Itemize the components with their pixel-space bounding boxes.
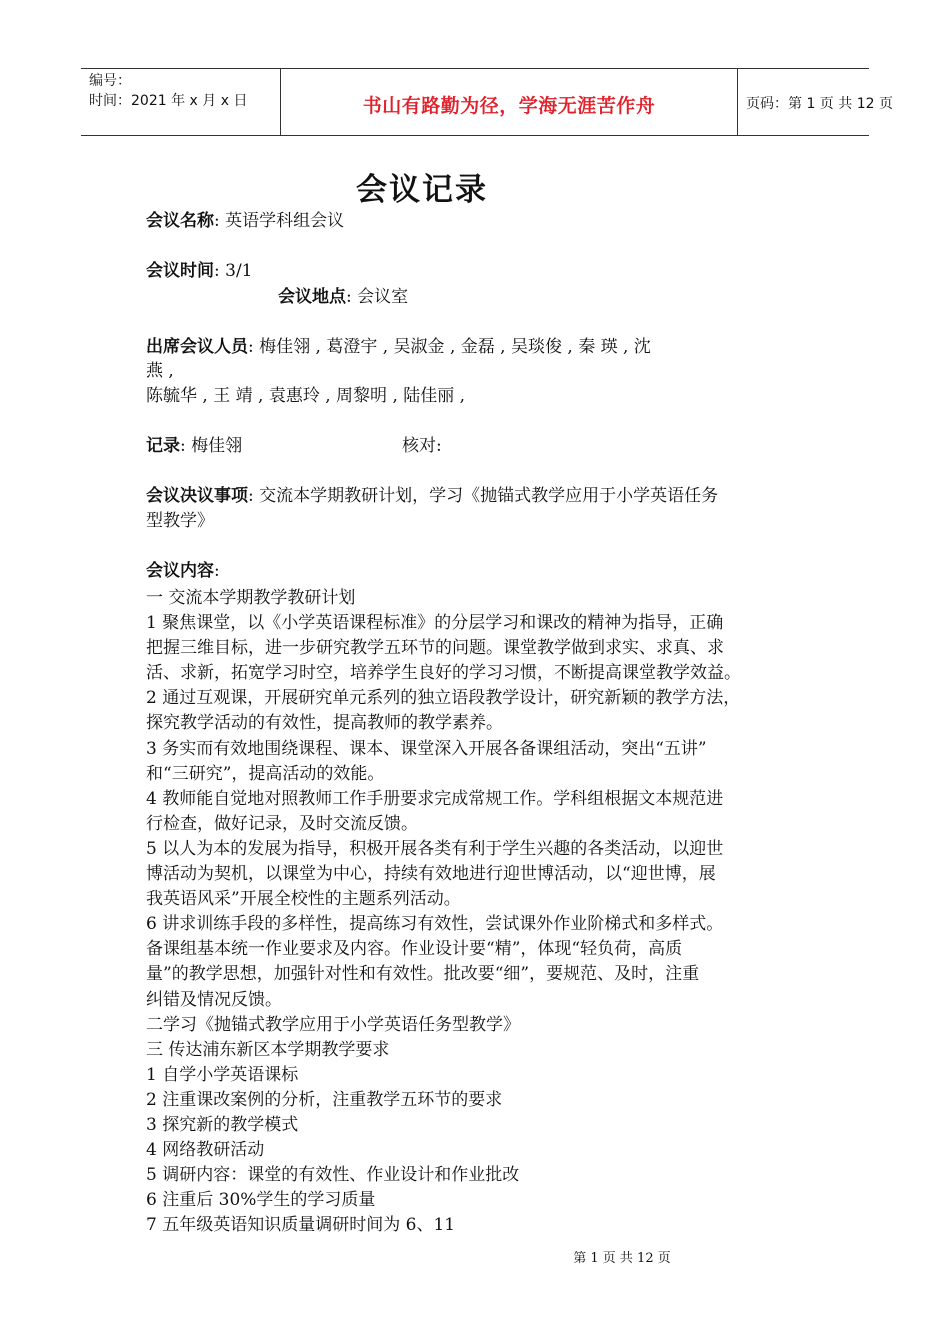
resolution-row — [146, 485, 718, 507]
content-line: 3 探究新的教学模式 — [146, 1114, 299, 1135]
page-header — [81, 68, 893, 136]
content-line: 备课组基本统一作业要求及内容。作业设计要“精”，体现“轻负荷，高质 — [146, 939, 683, 960]
content-line: 1 聚焦课堂，以《小学英语课程标准》的分层学习和课改的精神为指导，正确 — [146, 613, 724, 634]
content-line: 5 以人为本的发展为指导，积极开展各类有利于学生兴趣的各类活动，以迎世 — [146, 838, 724, 859]
content-line: 活、求新，拓宽学习时空，培养学生良好的学习习惯，不断提高课堂教学效益。 — [146, 663, 741, 684]
attendees-line-2: 燕 , — [146, 361, 174, 381]
content-line: 一 交流本学期教学教研计划 — [146, 588, 356, 608]
content-line: 行检查，做好记录，及时交流反馈。 — [146, 813, 418, 834]
content-line: 三 传达浦东新区本学期教学要求 — [146, 1039, 390, 1060]
resolution-line-2: 型教学》 — [146, 511, 214, 531]
content-line: 2 通过互观课，开展研究单元系列的独立语段教学设计，研究新颖的教学方法， — [146, 688, 741, 709]
content-line: 4 网络教研活动 — [146, 1140, 265, 1161]
content-label-suffix: : — [214, 561, 220, 581]
content-line: 5 调研内容：课堂的有效性、作业设计和作业批改 — [146, 1165, 520, 1186]
document-number-label: 编号： — [89, 73, 131, 89]
content-line: 把握三维目标，进一步研究教学五环节的问题。课堂教学做到求实、求真、求 — [146, 638, 724, 659]
attendees-line-1: : 梅佳翎 , 葛澄宇 , 吴淑金 , 金磊 , 吴琰俊 , 秦 瑛 , 沈 — [248, 337, 651, 357]
header-left-cell — [81, 69, 280, 137]
meeting-place-label: 会议地点 — [278, 287, 346, 307]
content-line: 纠错及情况反馈。 — [146, 989, 282, 1010]
content-line: 二学习《抛锚式教学应用于小学英语任务型教学》 — [146, 1014, 520, 1035]
header-motto: 书山有路勤为径，学海无涯苦作舟 — [362, 95, 656, 117]
content-line: 4 教师能自觉地对照教师工作手册要求完成常规工作。学科组根据文本规范进 — [146, 788, 724, 809]
recorder-row — [146, 435, 242, 457]
content-line: 7 五年级英语知识质量调研时间为 6、11 — [146, 1215, 456, 1236]
attendees-line-3: 陈毓华 , 王 靖 , 袁惠玲 , 周黎明 , 陆佳丽 , — [146, 386, 466, 406]
content-line: 3 务实而有效地围绕课程、课本、课堂深入开展各备课组活动，突出“五讲” — [146, 738, 707, 759]
meeting-time-label: 会议时间 — [146, 261, 214, 281]
meeting-time-value: : 3/1 — [214, 261, 253, 281]
content-body — [146, 586, 806, 1238]
resolution-label: 会议决议事项 — [146, 486, 248, 506]
document-date-label: 时间：2021 年 x 月 x 日 — [89, 93, 248, 109]
content-line: 博活动为契机，以课堂为中心，持续有效地进行迎世博活动，以“迎世博，展 — [146, 864, 716, 885]
recorder-value: : 梅佳翎 — [180, 436, 243, 456]
resolution-line-1: : 交流本学期教研计划，学习《抛锚式教学应用于小学英语任务 — [248, 486, 719, 506]
content-line: 探究教学活动的有效性，提高教师的教学素养。 — [146, 713, 503, 734]
check-label: 核对: — [402, 436, 442, 456]
content-line: 1 自学小学英语课标 — [146, 1064, 299, 1085]
attendees-row — [146, 336, 651, 358]
recorder-label: 记录 — [146, 436, 180, 456]
meeting-place-row — [278, 286, 408, 308]
header-right-cell — [738, 69, 893, 135]
meeting-place-value: : 会议室 — [346, 287, 409, 307]
content-line: 我英语风采”开展全校性的主题系列活动。 — [146, 889, 461, 910]
header-motto-cell — [280, 69, 738, 135]
meeting-name-value: : 英语学科组会议 — [214, 211, 345, 231]
attendees-label: 出席会议人员 — [146, 337, 248, 357]
content-heading — [146, 560, 220, 582]
content-line: 2 注重课改案例的分析，注重教学五环节的要求 — [146, 1089, 503, 1110]
content-label: 会议内容 — [146, 561, 214, 581]
header-page-info: 页码：第 1 页 共 12 页 — [746, 96, 893, 112]
meeting-time-row — [146, 260, 253, 282]
meeting-name-row — [146, 210, 344, 232]
page-footer: 第 1 页 共 12 页 — [573, 1251, 671, 1266]
content-line: 量”的教学思想，加强针对性和有效性。批改要“细”，要规范、及时，注重 — [146, 964, 700, 985]
page-title: 会议记录 — [356, 172, 488, 208]
content-line: 6 讲求训练手段的多样性，提高练习有效性，尝试课外作业阶梯式和多样式。 — [146, 914, 724, 935]
meeting-name-label: 会议名称 — [146, 211, 214, 231]
content-line: 和“三研究”，提高活动的效能。 — [146, 763, 385, 784]
content-line: 6 注重后 30%学生的学习质量 — [146, 1190, 376, 1211]
